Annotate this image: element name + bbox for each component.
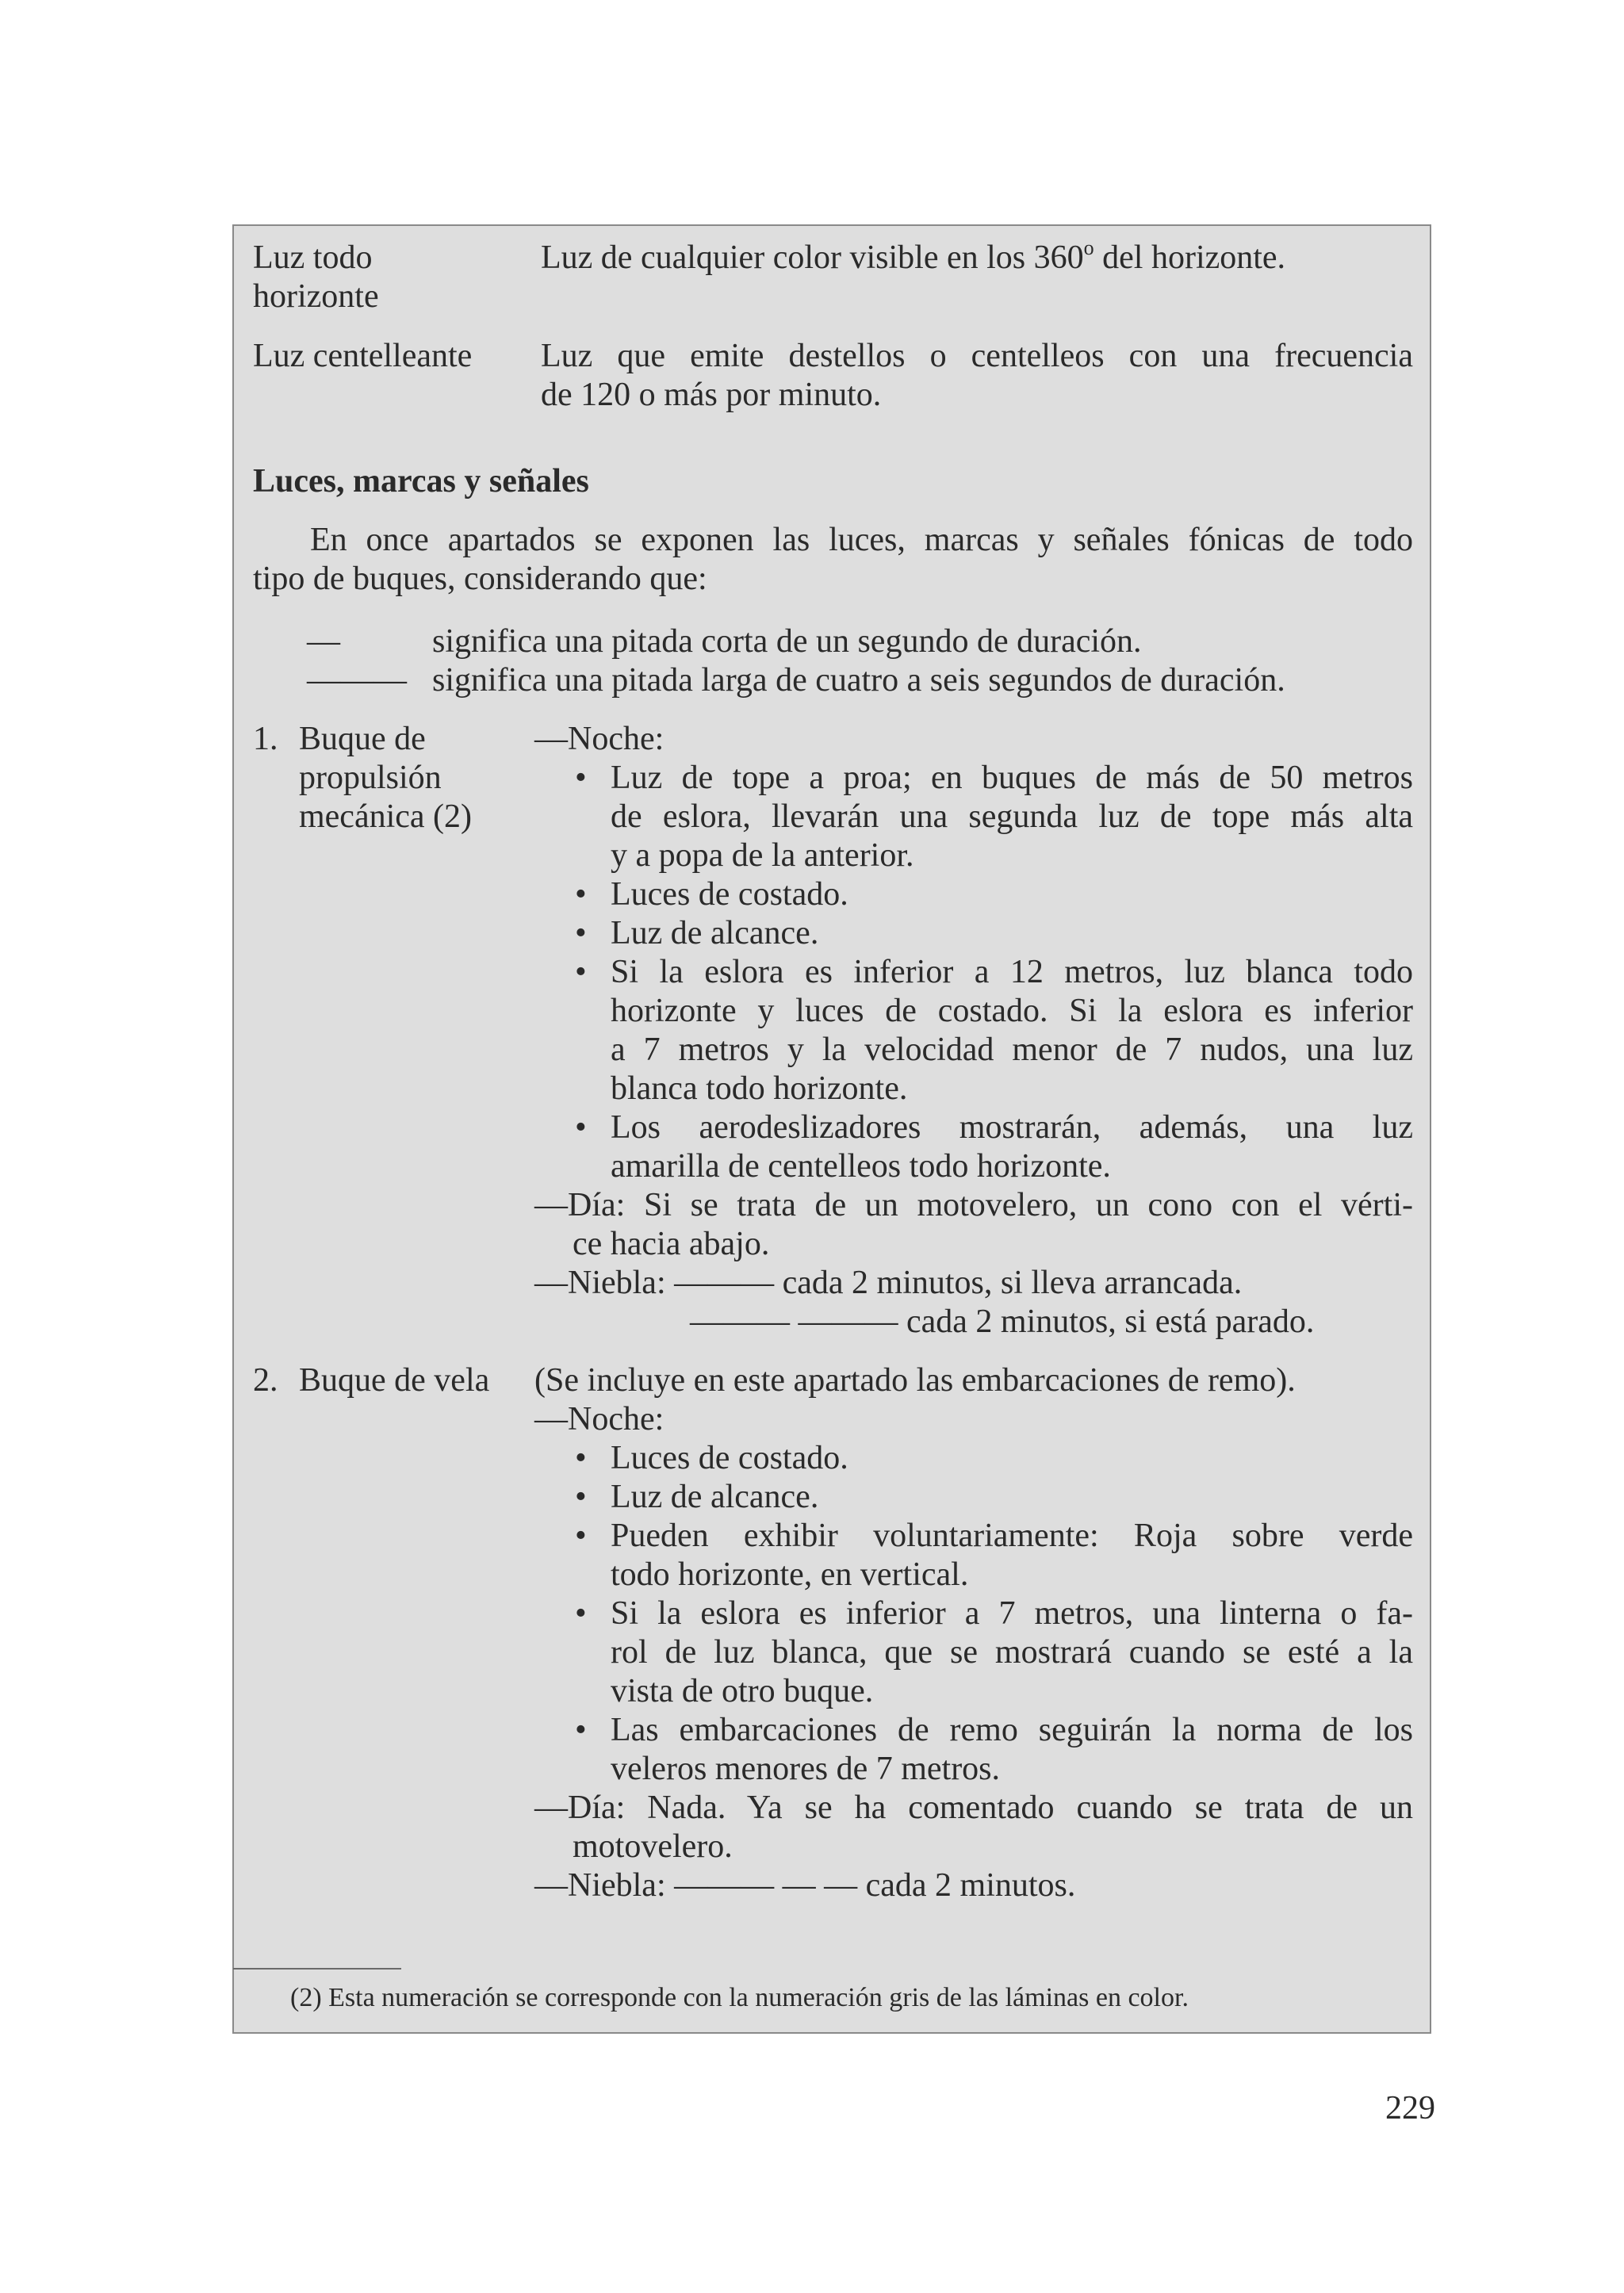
bullet: • (575, 1109, 587, 1146)
item1-line: Luz de alcance. (611, 915, 819, 951)
item2-line: Pueden exhibir voluntariamente: Roja sobre verde (611, 1518, 1413, 1554)
item1-niebla: —Niebla: ——— cada 2 minutos, si lleva arrancada. (534, 1265, 1243, 1301)
item2-dia: —Día: Nada. Ya se ha comentado cuando se trata de un (534, 1790, 1413, 1826)
page-number: 229 (1385, 2090, 1435, 2126)
item1-label-line-2: propulsión (299, 760, 442, 796)
bullet: • (575, 954, 587, 990)
definition-luz-centelleante-line-2: de 120 o más por minuto. (541, 377, 882, 413)
item1-label-line-1: Buque de (299, 721, 426, 757)
item2-line: vista de otro buque. (611, 1673, 874, 1709)
signal-short-symbol: — (307, 623, 340, 660)
section-title: Luces, marcas y señales (253, 463, 589, 500)
term-luz-todo-line-2: horizonte (253, 278, 379, 315)
bullet: • (575, 1440, 587, 1476)
bullet: • (575, 1712, 587, 1748)
item2-line: Si la eslora es inferior a 7 metros, una linterna o fa- (611, 1595, 1413, 1632)
bullet: • (575, 760, 587, 796)
intro-line-2: tipo de buques, considerando que: (253, 561, 707, 597)
term-luz-todo-line-1: Luz todo (253, 239, 373, 276)
item2-line: Las embarcaciones de remo seguirán la norma de los (611, 1712, 1413, 1748)
item2-line: todo horizonte, en vertical. (611, 1556, 969, 1593)
signal-long-text: significa una pitada larga de cuatro a seis segundos de duración. (432, 662, 1285, 699)
item1-line: Los aerodeslizadores mostrarán, además, una luz (611, 1109, 1413, 1146)
item1-line: y a popa de la anterior. (611, 837, 914, 874)
definition-luz-todo: Luz de cualquier color visible en los 360$^o$ del horizonte. (541, 236, 1286, 276)
term-luz-centelleante: Luz centelleante (253, 338, 473, 374)
item1-noche: —Noche: (534, 721, 665, 757)
item2-line: Luces de costado. (611, 1440, 848, 1476)
item2-line: veleros menores de 7 metros. (611, 1751, 1001, 1787)
bullet: • (575, 876, 587, 913)
item2-number: 2. (253, 1362, 278, 1399)
item1-dia-cont: ce hacia abajo. (573, 1226, 770, 1262)
item1-line: amarilla de centelleos todo horizonte. (611, 1148, 1111, 1185)
item2-label: Buque de vela (299, 1362, 490, 1399)
definition-luz-centelleante-line-1: Luz que emite destellos o centelleos con una frecuencia (541, 338, 1413, 374)
item2-intro: (Se incluye en este apartado las embarcaciones de remo). (534, 1362, 1296, 1399)
item1-number: 1. (253, 721, 278, 757)
footnote: (2) Esta numeración se corresponde con la numeración gris de las láminas en color. (290, 1983, 1189, 2012)
item1-line: de eslora, llevarán una segunda luz de tope más alta (611, 798, 1413, 835)
bullet: • (575, 1479, 587, 1515)
item2-noche: —Noche: (534, 1401, 665, 1437)
item2-line: rol de luz blanca, que se mostrará cuando se esté a la (611, 1634, 1413, 1671)
intro-line-1: En once apartados se exponen las luces, marcas y señales fónicas de todo (310, 522, 1413, 558)
item1-niebla-cont: ——— ——— cada 2 minutos, si está parado. (690, 1303, 1315, 1340)
item1-line: blanca todo horizonte. (611, 1070, 908, 1107)
item1-line: a 7 metros y la velocidad menor de 7 nudos, una luz (611, 1032, 1413, 1068)
item2-dia-cont: motovelero. (573, 1828, 733, 1865)
item1-line: Si la eslora es inferior a 12 metros, luz blanca todo (611, 954, 1413, 990)
item2-niebla: —Niebla: ——— — — cada 2 minutos. (534, 1867, 1076, 1904)
bullet: • (575, 1518, 587, 1554)
item1-label-line-3: mecánica (2) (299, 798, 473, 835)
bullet: • (575, 1595, 587, 1632)
item2-line: Luz de alcance. (611, 1479, 819, 1515)
signal-long-symbol: ——— (307, 662, 407, 699)
item1-line: Luz de tope a proa; en buques de más de 50 metros (611, 760, 1413, 796)
signal-short-text: significa una pitada corta de un segundo de duración. (432, 623, 1142, 660)
footnote-rule (233, 1968, 401, 1970)
item1-dia: —Día: Si se trata de un motovelero, un cono con el vérti- (534, 1187, 1413, 1223)
item1-line: horizonte y luces de costado. Si la eslora es inferior (611, 993, 1413, 1029)
bullet: • (575, 915, 587, 951)
item1-line: Luces de costado. (611, 876, 848, 913)
